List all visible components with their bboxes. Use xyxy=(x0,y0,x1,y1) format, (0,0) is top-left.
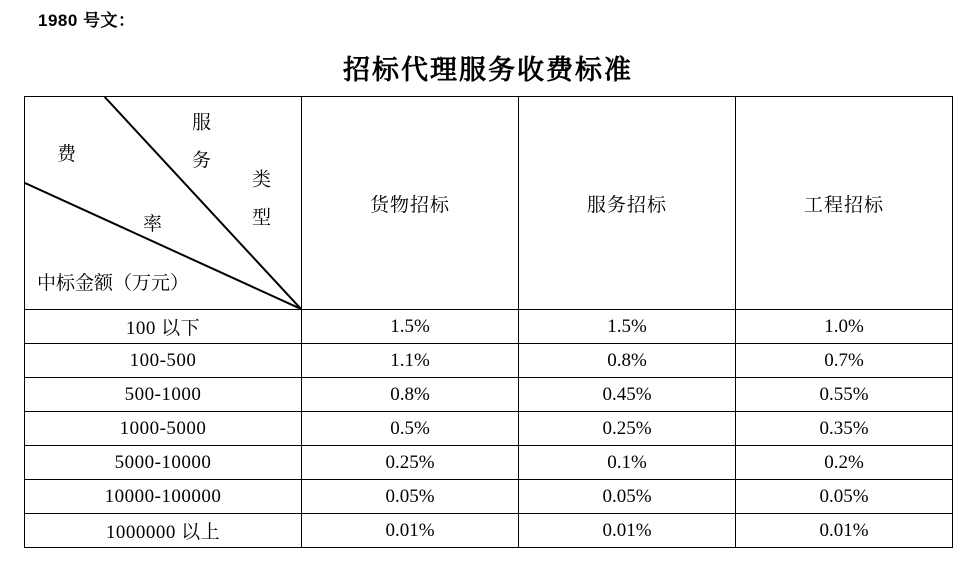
table-corner-header xyxy=(25,97,302,310)
row-label: 5000-10000 xyxy=(25,446,302,480)
row-label: 1000-5000 xyxy=(25,412,302,446)
header-type-label: 类 型 xyxy=(249,169,270,226)
row-value-goods: 0.01% xyxy=(302,514,519,548)
row-label: 10000-100000 xyxy=(25,480,302,514)
header-amount-label: 中标金额（万元） xyxy=(37,273,190,294)
row-label: 500-1000 xyxy=(25,378,302,412)
fee-standard-table xyxy=(24,96,953,548)
row-label: 1000000 以上 xyxy=(25,514,302,548)
row-value-goods: 0.8% xyxy=(302,378,519,412)
column-header-service: 服务招标 xyxy=(519,97,736,310)
row-value-engineering: 0.01% xyxy=(736,514,953,548)
header-service-label: 服 务 xyxy=(189,112,210,169)
row-value-service: 0.25% xyxy=(519,412,736,446)
table-row xyxy=(25,514,953,548)
row-value-service: 0.8% xyxy=(519,344,736,378)
table-row xyxy=(25,310,953,344)
row-value-goods: 0.05% xyxy=(302,480,519,514)
row-value-engineering: 0.35% xyxy=(736,412,953,446)
header-fee-label: 费 xyxy=(57,144,77,165)
row-value-service: 0.1% xyxy=(519,446,736,480)
row-value-engineering: 0.55% xyxy=(736,378,953,412)
row-label: 100-500 xyxy=(25,344,302,378)
row-value-goods: 1.1% xyxy=(302,344,519,378)
row-value-engineering: 1.0% xyxy=(736,310,953,344)
header-rate-label: 率 xyxy=(143,214,163,235)
table-row xyxy=(25,446,953,480)
table-row xyxy=(25,344,953,378)
page-title: 招标代理服务收费标准 xyxy=(343,55,633,85)
row-value-service: 0.45% xyxy=(519,378,736,412)
column-header-engineering: 工程招标 xyxy=(736,97,953,310)
row-label: 100 以下 xyxy=(25,310,302,344)
row-value-engineering: 0.05% xyxy=(736,480,953,514)
row-value-goods: 0.25% xyxy=(302,446,519,480)
document-reference: 1980 号文： xyxy=(38,11,136,30)
table-row xyxy=(25,412,953,446)
table-row xyxy=(25,480,953,514)
table-row xyxy=(25,378,953,412)
row-value-goods: 0.5% xyxy=(302,412,519,446)
column-header-goods: 货物招标 xyxy=(302,97,519,310)
row-value-service: 0.05% xyxy=(519,480,736,514)
row-value-service: 1.5% xyxy=(519,310,736,344)
row-value-service: 0.01% xyxy=(519,514,736,548)
row-value-engineering: 0.2% xyxy=(736,446,953,480)
row-value-engineering: 0.7% xyxy=(736,344,953,378)
table-header-row xyxy=(25,97,953,310)
row-value-goods: 1.5% xyxy=(302,310,519,344)
